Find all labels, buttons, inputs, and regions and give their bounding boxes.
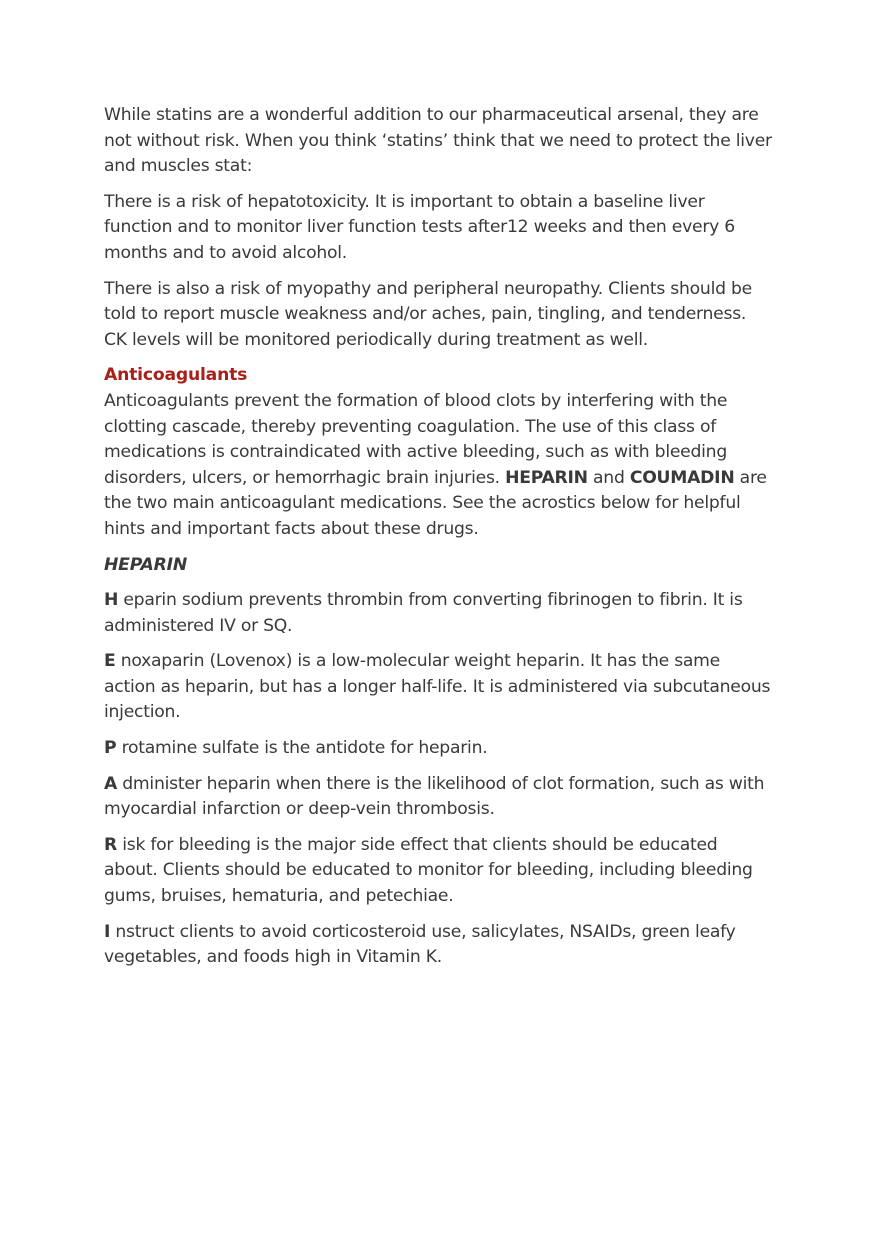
acrostic-text: dminister heparin when there is the likelihood of clot formation, such as with myocardial infarction or deep-vein thrombosis.	[104, 773, 765, 820]
acrostic-item-r	[104, 833, 774, 910]
myopathy-paragraph: There is also a risk of myopathy and peripheral neuropathy. Clients should be told to report muscle weakness and/or aches, pain, tingling, and tenderness. CK levels will be monitored periodically during treatment as well.	[104, 278, 752, 350]
heparin-drug-name: HEPARIN	[505, 467, 588, 488]
statins-intro-paragraph: While statins are a wonderful addition to our pharmaceutical arsenal, they are not without risk. When you think ‘statins’ think that we need to protect the liver and muscles stat:	[104, 105, 772, 177]
acrostic-letter: R	[104, 834, 117, 855]
anticoagulants-paragraph	[104, 389, 774, 543]
anticoagulants-text-and: and	[587, 467, 630, 488]
acrostic-item-a	[104, 772, 774, 823]
anticoagulants-heading: Anticoagulants	[104, 365, 248, 386]
acrostic-letter: P	[104, 738, 117, 759]
acrostic-text: nstruct clients to avoid corticosteroid use, salicylates, NSAIDs, green leafy vegetables, and foods high in Vitamin K.	[104, 921, 736, 968]
acrostic-text: noxaparin (Lovenox) is a low-molecular weight heparin. It has the same action as heparin, but has a longer half-life. It is administered via subcutaneous injection.	[104, 651, 771, 723]
heparin-heading: HEPARIN	[104, 554, 188, 575]
acrostic-letter: A	[104, 773, 118, 794]
acrostic-text: isk for bleeding is the major side effect that clients should be educated about. Clients should be educated to monitor for bleeding, including bleeding gums, bruises, hematuria, and petechiae.	[104, 834, 753, 907]
acrostic-item-e	[104, 649, 774, 726]
acrostic-text: eparin sodium prevents thrombin from converting fibrinogen to fibrin. It is administered IV or SQ.	[104, 590, 743, 636]
anticoagulants-text-2: are the two main anticoagulant medications. See the acrostics below for helpful hints and important facts about these drugs.	[104, 467, 767, 539]
hepatotoxicity-paragraph: There is a risk of hepatotoxicity. It is important to obtain a baseline liver function and to monitor liver function tests after12 weeks and then every 6 months and to avoid alcohol.	[104, 191, 735, 263]
acrostic-letter: I	[104, 921, 111, 942]
acrostic-item-i	[104, 920, 774, 971]
acrostic-item-p	[104, 736, 774, 762]
acrostic-text: rotamine sulfate is the antidote for heparin.	[116, 738, 488, 759]
coumadin-drug-name: COUMADIN	[629, 467, 735, 488]
acrostic-letter: E	[104, 651, 116, 672]
acrostic-item-h	[104, 588, 774, 639]
acrostic-letter: H	[104, 590, 119, 611]
anticoagulants-text-1: Anticoagulants prevent the formation of blood clots by interfering with the clotting cascade, thereby preventing coagulation. The use of this class of medications is contraindicated with active bleeding, such as with bleeding disorders, ulcers, or hemorrhagic brain injuries.	[104, 390, 728, 488]
document-page	[104, 103, 774, 981]
